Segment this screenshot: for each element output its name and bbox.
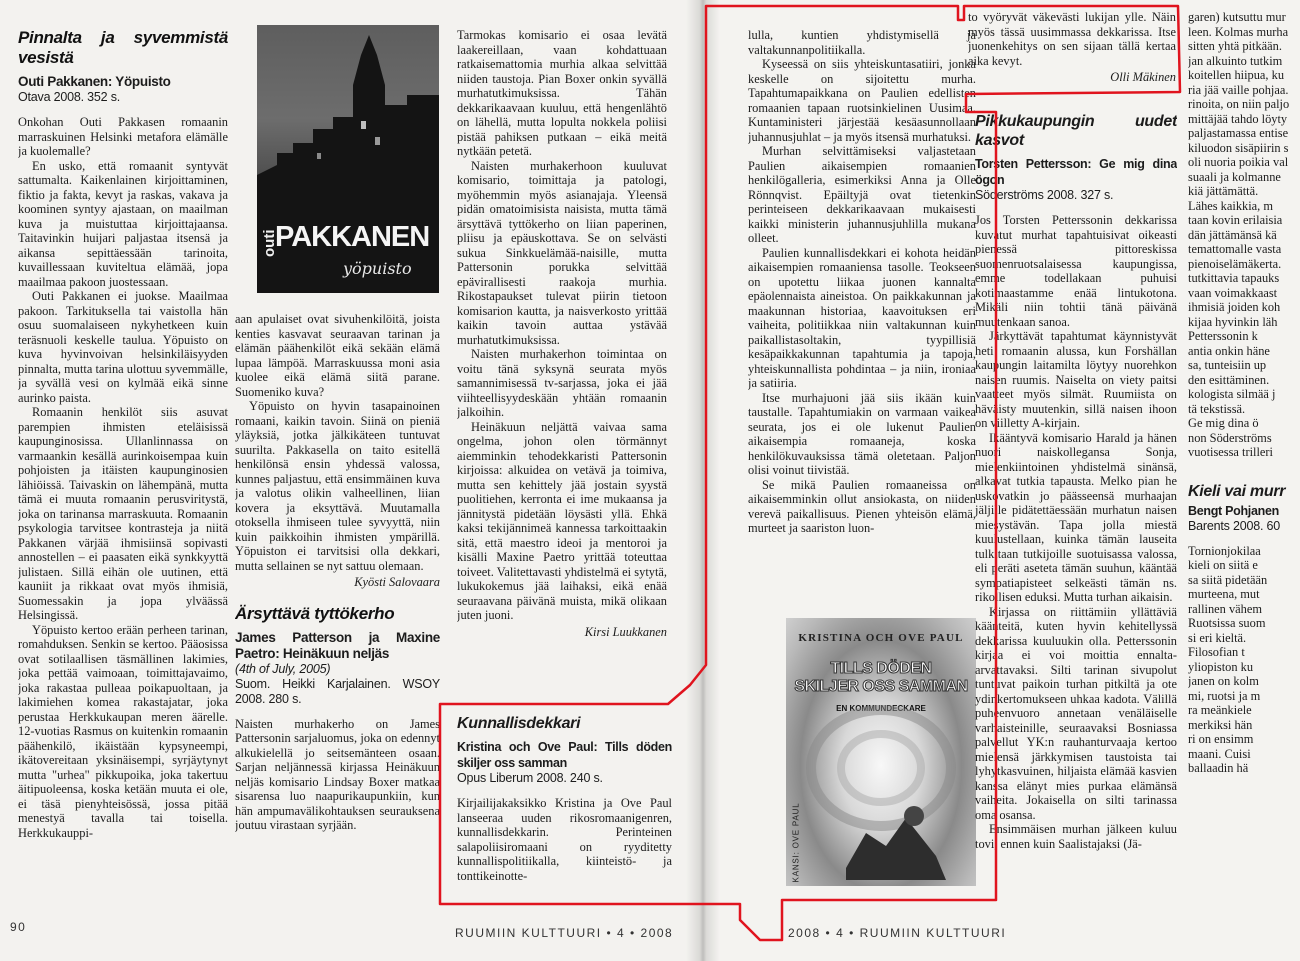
review-column-6-cropped (1188, 10, 1300, 910)
text-line: sa, tunteisiin up (1188, 358, 1267, 372)
section-title-arsyttava: Ärsyttävä tyttökerho (235, 603, 395, 623)
review-column-4 (748, 28, 976, 608)
review-column-5 (975, 112, 1177, 912)
running-footer-right: 2008 • 4 • RUUMIIN KULTTUURI (788, 926, 1007, 940)
paragraph: Itse murhajuoni jää siis ikään kuin taustalle. Tapahtumiakin on varmaan vaikea seurata, jos ei ole lukenut Paulien aikaisempia romaaneja, koska henkilökuvauksissa tämä oletetaan. Paljon olisi voinut tiivistää. (748, 390, 976, 477)
paragraph: Yöpuisto kertoo erään perheen tarinan, romahduksen. Senkin se kertoo. Pääosissa ovat sotilaallisen täsmällinen lakimies, joka pettää vaimoaan, toimittajavaimo, joka rakastaa pulleaa poikapuoltaan, ja lakimiehen komea rakastajatar, joka perustaa Herkkukaupan meren äärelle. 12-vuotias Rasmus on kuitenkin romaanin päähenkilö, ikäistään kypsyneempi, ikätovereitaan yksinäisempi, syrjäytynyt mutta "urhea" pikkupoika, joka takertuu äitipuoleensa, koska ketään muuta ei ole, ei täsä pienyhteisössä, jossa pitää menestyä tavalla tai toisella. Herkkukauppi- (18, 622, 228, 840)
section-title-kieli: Kieli vai murr (1188, 482, 1286, 500)
text-line: merkiksi hän (1188, 717, 1253, 732)
book-author-title: James Patterson ja Maxine Paetro: Heinäkuun neljäs (235, 629, 440, 661)
paragraph: Onkohan Outi Pakkasen romaanin marraskuinen Helsinki metafora elämälle ja kuolemalle? (18, 115, 228, 158)
text-line: ria jää vaille pohjaa. (1188, 82, 1289, 97)
text-line: koitellen hiipua, ku (1188, 68, 1285, 82)
review-body (1188, 544, 1300, 776)
book-original-title: (4th of July, 2005) (235, 661, 331, 676)
review-body (748, 28, 976, 536)
paragraph: Järkyttävät tapahtumat käynnistyvät heti romaanin alussa, kun Forshällan kaupungin laitamilta löytyy nuorehkon naisen ruumis. Naiselta on viety paitsi vaatteet myös silmät. Ruumiista on häväisty muutenkin, sillä naisen ihoon on viilletty A-kirjain. (975, 329, 1177, 430)
paragraph: Yöpuisto on hyvin tasapainoinen romaani, kaikin tavoin. Siinä on pieniä yläyksiä, jotka jälkikäteen tuntuvat suurilta. Pakkasella on taito esitellä henkilönsä ensin yhdessä valossa, kunnes paljastuu, että ensimmäinen kuva ja valotus olikin valheellinen, liian kovera ja eksyttävä. Muutamalla otoksella ihmiseen tulee syvyyttä, niin kuin paikkoihin ihmisten ympärillä. Yöpuiston ei tarvitsisi olla dekkari, mutta sellainen se nyt sattuu olemaan. (235, 399, 440, 573)
text-line: ri on ensimm (1188, 732, 1254, 746)
text-line: Petterssonin k (1188, 329, 1258, 343)
page-gutter (686, 0, 720, 961)
text-line: sitten yhtä pitkään. (1188, 39, 1282, 53)
cover-authors: KRISTINA OCH OVE PAUL (798, 632, 964, 644)
paragraph: Heinäkuun neljättä vaivaa sama ongelma, johon olen törmännyt aiemminkin tehodekkaristi Pattersonin kirjoissa: alkuidea on vetävä ja toimiva, mutta sen kehittely jää jostain syystä puolitiehen, kerronta ei ime mukaansa ja jännitystä pidetään löysästi yllä. Ehkä kaksi tekijännimeä kannessa tarkoittaakin sitä, että maestro ideoi ja mentoroi ja kisälli Maxine Paetro yrittää toteuttaa toiveet. Valitettavasti yhdistelmä ei sytytä, lukukokemus jää laihaksi, eikä enää seuraavana päivänä muista, mikä olikaan juten juoni. (457, 419, 667, 622)
text-line: garen) kutsuttu mur (1188, 10, 1286, 24)
cover-title-line-2: SKILJER OSS SAMMAN (794, 678, 968, 695)
text-line: ra meänkiele (1188, 703, 1252, 717)
paragraph: aan apulaiset ovat sivuhenkilöitä, joista kenties kasvavat seuraavan tarinan ja elämän päähenkilöt eikä sekään elämä lupaa lämpöä. Marraskuussa moni asia kuolee eikä elämä siitä parane. Suomeniko kuva? (235, 312, 440, 399)
review-body (18, 115, 228, 840)
text-line: maani. Cuisi (1188, 746, 1251, 761)
page-number-left: 90 (10, 920, 27, 934)
section-title-pikkukaupungin: Pikkukaupungin uudet kasvot (975, 113, 1177, 149)
paragraph: Kirjailijakaksikko Kristina ja Ove Paul lanseeraa uuden rikosromaanigenren, kunnallisdekkarin. Perinteinen salapoliisiromaani on ryyditetty kunnallispolitiikalla, kiinteistö- ja tonttikeinotte- (457, 796, 672, 883)
text-line: Ge mig dina ö (1188, 416, 1259, 430)
paragraph: Jos Torsten Petterssonin dekkarissa kuvatut murhat tapahtuisivat oikeasti pienessä pittoreskissa suomenruotsalaisessa kaupungissa, emme todellakaan puhuisi kotimaastamme enää lintukotona. Mikäli niin tohtii tänä päivänä muutenkaan sanoa. (975, 213, 1177, 329)
book-publisher: Suom. Heikki Karjalainen. WSOY 2008. 280 s. (235, 676, 440, 706)
text-line: suaali ja kolmanne (1188, 169, 1281, 184)
text-line: Tornionjokilaa (1188, 543, 1261, 558)
book-cover-tills-doden (786, 618, 976, 886)
text-line: ballaadin hä (1188, 761, 1249, 775)
review-column-1 (18, 28, 228, 908)
text-line: kijaa hyvinkin läh (1188, 314, 1278, 329)
text-line: rallinen vähem (1188, 601, 1262, 616)
review-body (1188, 10, 1300, 460)
text-line: ihmisiä joiden koh (1188, 300, 1281, 314)
text-line: Filosofian t (1188, 645, 1245, 659)
reviewer-signature: Olli Mäkinen (1110, 70, 1176, 84)
review-column-5-top (968, 10, 1176, 90)
book-author-title: Bengt Pohjanen (1188, 503, 1279, 518)
text-line: non Söderströms (1188, 430, 1272, 445)
paragraph: lulla, kuntien yhdistymisellä ja valtakunnanpolitiikalla. (748, 28, 976, 57)
review-body (975, 213, 1177, 851)
reviewer-signature: Kyösti Salovaara (354, 575, 440, 589)
book-cover-yopuisto (257, 25, 439, 293)
cover-author-name: PAKKANEN (275, 221, 430, 253)
text-line: Ruotsissa suom (1188, 616, 1266, 630)
text-line: murteena, mut (1188, 587, 1260, 601)
cover-book-title: yöpuisto (343, 259, 412, 278)
running-footer-left: RUUMIIN KULTTUURI • 4 • 2008 (455, 926, 674, 940)
text-line: antia onkin häne (1188, 343, 1270, 358)
text-line: rinoita, on niin paljo (1188, 97, 1290, 111)
swirl-illustration (786, 618, 976, 886)
paragraph: Romaanin henkilöt siis asuvat parempien ihmisten eteläisissä kaupunginosissa. Ullanlinnassa on varmaankin kesällä aurinkoisempaa kuin pohjoisten ja itäisten kaupunginosien lähiöissä. Taivaskin on lähempänä, mutta tämä ei muuta romaanin perusviritystä, joka on tarinansa marraskuuta. Romaanin psykologia tarvitsee kontrasteja ja niitä Pakkanen värjää ihmisiinsä sopivasti annostellen – ei paasaten eikä synkkyyttä julistaen. Sillä eihän ole uutinen, että kauniit ja rikkaat ovat myös ihmisiä, Suomessakin ja jopa ylväässä Helsingissä. (18, 405, 228, 622)
book-publisher: Barents 2008. 60 (1188, 518, 1281, 533)
paragraph: Kyseessä on siis yhteiskuntasatiiri, jonka keskelle on sijoitettu murha. Tapahtumapaikkana on Paulien edellisten romaanien tapaan ruotsinkielinen Uusimaa. Kuntaministeri järjestää kesäasunnollaan juhannusjuhlat – ja myös itsensä murhatuksi. (748, 57, 976, 144)
text-line: sa siitä pidetään (1188, 572, 1268, 587)
cover-subtitle: EN KOMMUNDECKARE (836, 704, 926, 713)
text-line: mi, ruotsi ja m (1188, 688, 1261, 703)
text-line: temattomalle vasta (1188, 242, 1282, 256)
paragraph: Outi Pakkanen ei juokse. Maailmaa pakoon. Tarkituksella tai vaistolla hän osuu suomalaiseen nykyhetkeen kuin teräsnuoli keskelle taulua. Yöpuisto on kuva hyvinvoivan helsinkiläisyyden pinnalta, mutta tarina ulottuu syvemmälle, ja syvällä vesi on kylmää eikä sinne aurinko paista. (18, 289, 228, 405)
cover-author-firstname: outi (261, 229, 278, 257)
text-line: si eri kieltä. (1188, 630, 1247, 645)
text-line: paljastamassa entise (1188, 126, 1289, 140)
text-line: kiä jättämättä. (1188, 184, 1259, 198)
paragraph: Murhan selvittämiseksi valjastetaan Paulien aikaisempien romaanien henkilögalleria, esimerkiksi Anna ja Olle Rönnqvist. Epäiltyjä ovat tietenkin perinteiseen dekkarikaavaan mukaisesti kaikki ministerin juhannusjuhlilla mukana olleet. (748, 144, 976, 245)
text-line: yliopiston ku (1188, 659, 1254, 674)
text-line: kieli on siitä e (1188, 558, 1258, 572)
text-line: mittäjää tahdo löyty (1188, 111, 1288, 126)
book-author-title: Kristina och Ove Paul: Tills döden skiljer oss samman (457, 740, 672, 770)
paragraph: Ikääntyvä komisario Harald ja hänen nuori naiskollegansa Sonja, mielenkiintoinen yhdistelmä sinänsä, alkavat tutkia tapausta. Melko pian he uskovatkin jo päässeensä murhaajan jäljille pidätettäessään murhatun naisen miesystävän. Tapa jolla miestä kuulustellaan, kuinka tämän lauseita tulkitaan tutkijoille suotuisassa valossa, eli peräti aseteta tämän suuhun, kääntää sympatiapisteet selkeästi tämän ns. rikollisen eduksi. Mutta turhan aikaisin. (975, 430, 1177, 604)
paragraph: Tarmokas komisario ei osaa levätä laakereillaan, vaan kohdattuaan ratkaisemattomia murhia alkaa selvittää niiden taustoja. Pian Boxer onkin syvällä murhatutkimuksissa. Tähän dekkarikaavaan kuuluu, että hengenlähtö on lähellä, mutta lopulta nokkela poliisi pistää pahiksen putkaan – eikä meitä nytkään petetä. (457, 28, 667, 158)
review-column-2 (235, 312, 440, 912)
book-author-title: Outi Pakkanen: Yöpuisto (18, 74, 171, 89)
paragraph: Ensimmäisen murhan jälkeen kuluu tovi, ennen kuin Saalistajaksi (Jä- (975, 822, 1177, 851)
review-body (235, 717, 440, 833)
paragraph: Naisten murhakerho on James Pattersonin sarjaluomus, joka on edennyt alkukielellä jo seitsemänteen osaan. Sarjan neljännessä kirjassa Heinäkuun neljäs komisario Lindsay Boxer matkaa sisarensa luo naapurikaupunkiin, kun hän ampumavälikohtauksen seurauksena joutuu virastaan syrjään. (235, 716, 440, 832)
paragraph: En usko, että romaanit syntyvät sattumalta. Kaikenlainen kirjoittaminen, fiktio ja fakta, kevyt ja raskas, vakava ja koominen syntyy ajastaan, on maailman kuva ja muistuttaa kirjoittajaansa. Taitavinkin huijari paljastaa itsensä ja aikansa sepittäessään tarinoita, kuvaillessaan kuviteltua elämää, jopa maailmaa pakoon juostessaan. (18, 158, 228, 289)
section-title-pinnalta: Pinnalta ja syvemmistä vesistä (18, 28, 228, 67)
text-line: Lähes kaikkia, m (1188, 198, 1273, 213)
review-body (968, 10, 1176, 68)
text-line: tutkittavia tapauks (1188, 271, 1280, 285)
text-line: den esittäminen. (1188, 372, 1270, 387)
book-publisher: Söderströms 2008. 327 s. (975, 188, 1114, 202)
paragraph: Naisten murhakerhon toimintaa on voitu tänä syksynä seurata myös samannimisessä tv-sarjassa, joka ei jää viihteellisyydeskään yhtään romaanin jalkoihin. (457, 347, 667, 419)
kunnallisdekkari-box (457, 714, 672, 904)
book-publisher: Otava 2008. 352 s. (18, 90, 121, 104)
paragraph: to vyöryvät väkevästi lukijan ylle. Näin myös tässä uusimmassa dekkarissa. Itse juonenkehitys on sen sijaan tällä kertaa aika kevyt. (968, 10, 1176, 68)
text-line: oli nuoria poikia val (1188, 155, 1289, 169)
text-line: tä tekstissä. (1188, 401, 1246, 416)
book-author-title: Torsten Pettersson: Ge mig dina ögon (975, 157, 1177, 187)
cover-credit: KANSI: OVE PAUL (791, 802, 801, 883)
text-line: kologista silmää j (1188, 387, 1276, 401)
reviewer-signature: Kirsi Luukkanen (584, 624, 667, 639)
review-body (235, 312, 440, 573)
text-line: dän jättämänsä kä (1188, 227, 1277, 242)
text-line: vuotisessa trilleri (1188, 445, 1273, 459)
text-line: taan kovin erilaisia (1188, 213, 1283, 227)
review-body (457, 796, 672, 883)
review-body (457, 28, 667, 623)
paragraph: Naisten murhakerhoon kuuluvat komisario, toimittaja ja patologi, myöhemmin myös asianajaja. Yleensä pidän omatoimisista naisista, mutta tämä ärsyttävä tyttökerho on liian paperinen, pliisu ja epäuskottava. Se on selvästi sukua Sinkkuelämää-naisille, mutta Pattersonin porukka selvittää epävirallisesti raakoja murhia. Rikostapaukset tulevat piirin tietoon komisarion kautta, ja naisverkosto yrittää kaikin tavoin auttaa ystävää murhatutkimuksissa. (457, 158, 667, 347)
review-column-3 (457, 28, 667, 708)
text-line: janen on kolm (1188, 674, 1259, 688)
text-line: jan alkuinto tutkim (1188, 53, 1283, 68)
text-line: vaan voimakkaast (1188, 285, 1278, 300)
section-title-kunnallisdekkari: Kunnallisdekkari (457, 715, 581, 732)
cover-title-line-1: TILLS DÖDEN (830, 660, 932, 677)
paragraph: Se mikä Paulien romaaneissa on aikaisemminkin ollut ansiokasta, on niiden verevä paikallisuus. Pienen yhteisön elämä, murteet ja saariston luon- (748, 477, 976, 535)
paragraph: Paulien kunnallisdekkari ei kohota heidän aikaisempien romaaniensa tasolle. Teokseen on upotettu liikaa juonen kannalta epäolennaista aineistoa. On paikkakunnan ja maakunnan historiaa, kaavoituksen eri vaiheita, politiikkaa niin valtakunnan kuin paikallistasoltakin, tyypillisiä kesäpaikkakunnan tapahtumia ja tapoja, yhteiskunnallista pohdintaa – ja niin, ironiaa ja satiiria. (748, 245, 976, 390)
book-publisher: Opus Liberum 2008. 240 s. (457, 771, 603, 785)
text-line: kiluodon sisäpiirin s (1188, 140, 1289, 155)
paragraph: Kirjassa on riittämiin yllättäviä käänteitä, kuten hyvin kehitellyssä dekkarissa kuuluukin olla. Petterssonin kirjaa ei voi moittia ennalta-arvattavaksi. Silti tarinan sivupolut tuntuvat paikoin turhan pitkiltä ja ote ydinkertomukseen uhkaa kadota. Välillä puheenvuoro annetaan venäläiselle varhaisteinille, seuraavaksi Bosniassa palvellut YK:n rauhanturvaaja kertoo mielensä järkkymisen taustoista tai lyhytkasvuinen, hiljaista elämää kasvien kanssa elänyt mies purkaa elämänsä vaiheita. Jokaisella on silti tarinassa oma osansa. (975, 604, 1177, 822)
text-line: pienoiselämäkerta. (1188, 256, 1282, 271)
text-line: leen. Kolmas murha (1188, 24, 1289, 39)
